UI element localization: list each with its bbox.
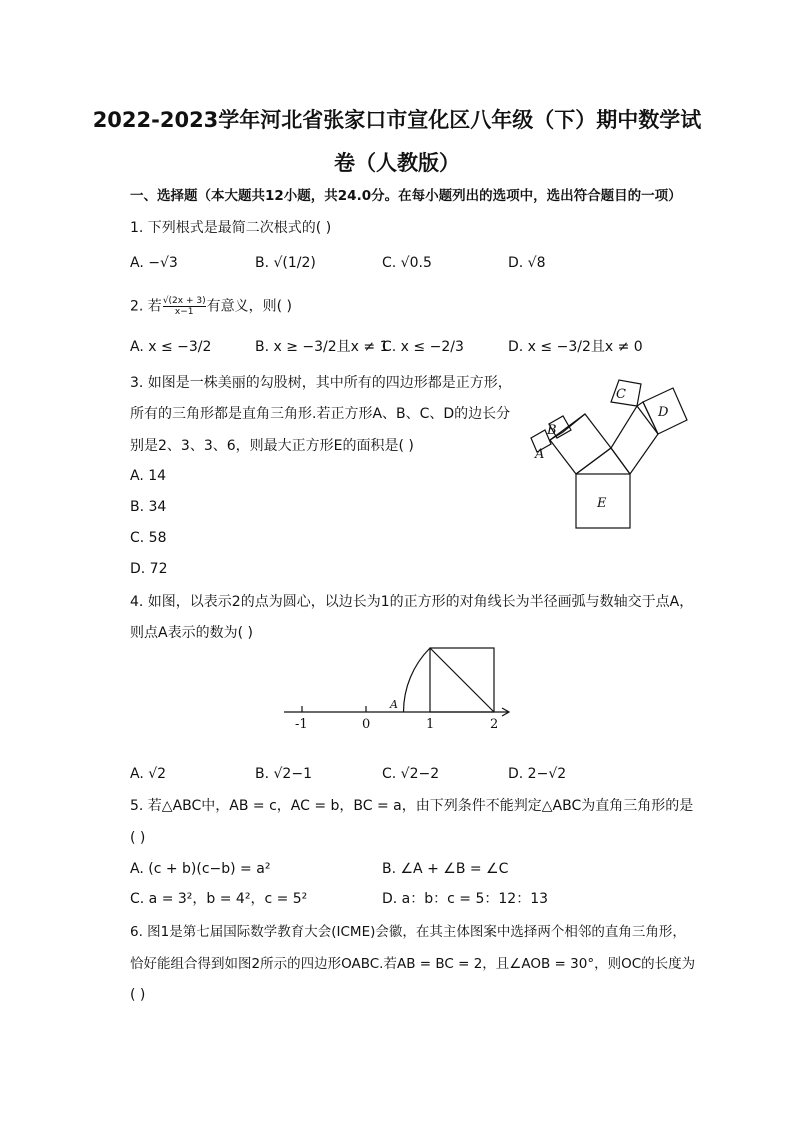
square-diagonal xyxy=(430,648,494,712)
point-a-label: A xyxy=(390,698,398,711)
q3-stem-line3: 别是2、3、3、6，则最大正方形E的面积是( ) xyxy=(130,438,414,454)
label-e: E xyxy=(597,496,607,511)
label-c: C xyxy=(616,387,626,402)
axis-label-minus1: -1 xyxy=(295,717,308,732)
q4-option-d: D. 2−√2 xyxy=(508,766,567,782)
left-square xyxy=(550,414,611,474)
axis-label-2: 2 xyxy=(490,717,499,732)
q2-stem-post: 有意义，则( ) xyxy=(206,298,292,315)
q1-option-a: A. −√3 xyxy=(130,255,178,271)
q6-stem-line2: 恰好能组合得到如图2所示的四边形OABC.若AB = BC = 2，且∠AOB = 30°，则OC的长度为 xyxy=(130,956,696,972)
q2-stem-pre: 2. 若 xyxy=(130,298,162,315)
q2-frac-num: √(2x + 3) xyxy=(162,296,206,306)
q2-option-d: D. x ≤ −3/2且x ≠ 0 xyxy=(508,339,643,355)
q3-option-d: D. 72 xyxy=(130,561,168,577)
axis-label-1: 1 xyxy=(426,717,435,732)
radius-arc xyxy=(404,648,431,712)
q4-stem-line2: 则点A表示的数为( ) xyxy=(130,625,253,641)
q3-stem-line2: 所有的三角形都是直角三角形.若正方形A、B、C、D的边长分 xyxy=(130,406,511,422)
q3-option-c: C. 58 xyxy=(130,530,167,546)
q4-option-b: B. √2−1 xyxy=(255,766,312,782)
q5-option-a: A. (c + b)(c−b) = a² xyxy=(130,861,271,877)
q5-stem-line1: 5. 若△ABC中，AB = c，AC = b，BC = a，由下列条件不能判定△ABC为直角三角形的是 xyxy=(130,798,694,814)
q5-option-c: C. a = 3²，b = 4²，c = 5² xyxy=(130,891,308,907)
q1-option-c: C. √0.5 xyxy=(382,255,432,271)
right-square xyxy=(611,406,658,474)
label-a: A xyxy=(535,447,545,462)
q3-stem-line1: 3. 如图是一株美丽的勾股树，其中所有的四边形都是正方形， xyxy=(130,375,512,391)
exam-title-line1: 2022-2023学年河北省张家口市宣化区八年级（下）期中数学试 xyxy=(92,108,702,132)
q4-stem-line1: 4. 如图，以表示2的点为圆心，以边长为1的正方形的对角线长为半径画弧与数轴交于点A， xyxy=(130,594,694,610)
q4-option-a: A. √2 xyxy=(130,766,167,782)
q2-option-b: B. x ≥ −3/2且x ≠ 1 xyxy=(255,339,389,355)
q2-option-c: C. x ≤ −2/3 xyxy=(382,339,464,355)
label-b: B xyxy=(547,423,557,438)
q5-option-d: D. a：b：c = 5：12：13 xyxy=(382,891,549,907)
q1-stem: 1. 下列根式是最简二次根式的( ) xyxy=(130,220,332,236)
q4-number-line-figure xyxy=(280,644,520,734)
q3-pythagoras-tree-figure xyxy=(525,374,695,534)
main-triangle xyxy=(576,448,630,474)
q1-option-d: D. √8 xyxy=(508,255,546,271)
q2-frac-den: x−1 xyxy=(174,307,194,317)
q6-stem-line3: ( ) xyxy=(130,987,146,1003)
exam-title-line2: 卷（人教版） xyxy=(334,151,460,175)
q2-option-a: A. x ≤ −3/2 xyxy=(130,339,212,355)
axis-label-0: 0 xyxy=(362,717,371,732)
q2-stem xyxy=(130,296,292,317)
section-heading: 一、选择题（本大题共12小题，共24.0分。在每小题列出的选项中，选出符合题目的一项） xyxy=(130,188,682,204)
q5-stem-line2: ( ) xyxy=(130,830,146,846)
q6-stem-line1: 6. 图1是第七届国际数学教育大会(ICME)会徽，在其主体图案中选择两个相邻的直角三角形， xyxy=(130,924,686,940)
q2-fraction xyxy=(163,296,206,317)
q5-option-b: B. ∠A + ∠B = ∠C xyxy=(382,861,509,877)
label-d: D xyxy=(658,405,669,420)
q3-option-a: A. 14 xyxy=(130,468,167,484)
q1-option-b: B. √(1/2) xyxy=(255,255,316,271)
q4-option-c: C. √2−2 xyxy=(382,766,440,782)
q3-option-b: B. 34 xyxy=(130,499,167,515)
